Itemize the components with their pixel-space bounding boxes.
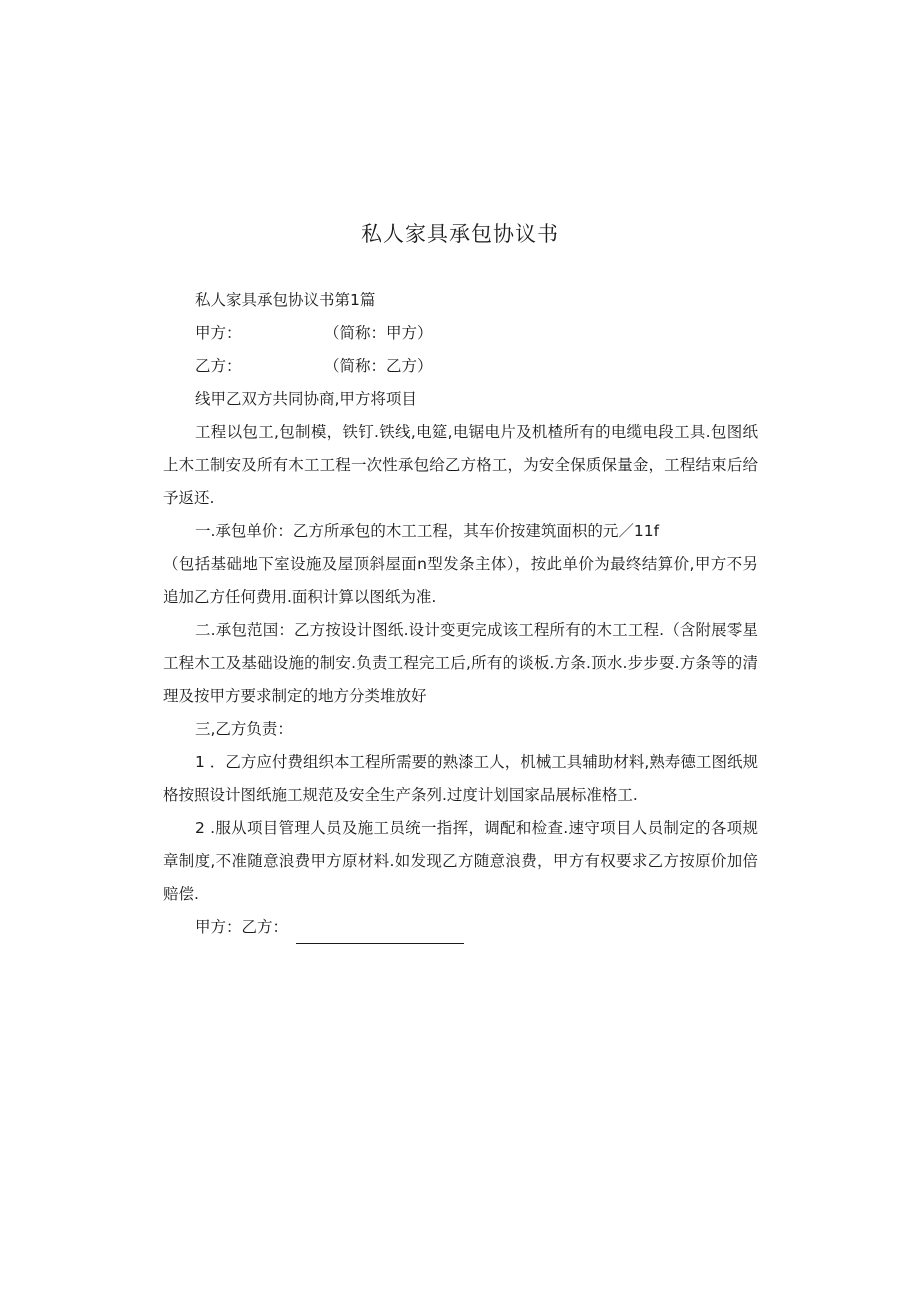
party-b-row <box>163 350 758 383</box>
intro-line: 线甲乙双方共同协商,甲方将项目 <box>195 390 417 408</box>
document-subtitle: 私人家具承包协议书第1篇 <box>195 291 376 309</box>
responsibility-item-1: 1 ．乙方应付费组织本工程所需要的熟漆工人，机械工具辅助材料,熟寿德工图纸规格按照设计图纸施工规范及安全生产条列.过度计划国家品展标准格工. <box>163 753 758 804</box>
party-a-abbr: （简称：甲方） <box>324 324 433 342</box>
scope-intro-paragraph: 工程以包工,包制模，铁钉.铁线,电筵,电锯电片及机楂所有的电缆电段工具.包图纸上木工制安及所有木工工程一次性承包给乙方格工，为安全保质保量金，工程结束后给予返还. <box>163 423 758 507</box>
party-a-row <box>163 317 758 350</box>
party-b-label: 乙方： <box>195 357 242 375</box>
section3-heading: 三,乙方负责： <box>195 720 293 738</box>
document-title: 私人家具承包协议书 <box>361 222 559 246</box>
party-b-abbr: （简称：乙方） <box>324 357 433 375</box>
signature-label: 甲方：乙方： <box>195 918 289 936</box>
unit-price-heading: 一.承包单价：乙方所承包的木工工程，其车价按建筑面枳的元／11f <box>195 522 660 540</box>
unit-price-paragraph: （包括基础地下室设施及屋顶斜屋面n型发条主体），按此单价为最终结算价,甲方不另追加乙方任何费用.面积计算以图纸为准. <box>163 555 758 606</box>
signature-row <box>163 911 758 944</box>
scope-paragraph: 二.承包范国：乙方按设计图纸.设计变更完成该工程所有的木工工程.（含附展零星工程木工及基础设施的制安.负责工程完工后,所有的谈板.方条.顶水.步步耍.方条等的清理及按甲方要求制定的地方分类堆放好 <box>163 621 758 705</box>
party-a-label: 甲方： <box>195 324 242 342</box>
signature-line[interactable] <box>296 921 464 944</box>
responsibility-item-2: 2 .服从项目管理人员及施工员统一指挥，调配和检查.速守项目人员制定的各项规章制度,不准随意浪费甲方原材料.如发现乙方随意浪费，甲方有权要求乙方按原价加倍赔偿. <box>163 819 758 903</box>
document-body <box>163 284 758 944</box>
